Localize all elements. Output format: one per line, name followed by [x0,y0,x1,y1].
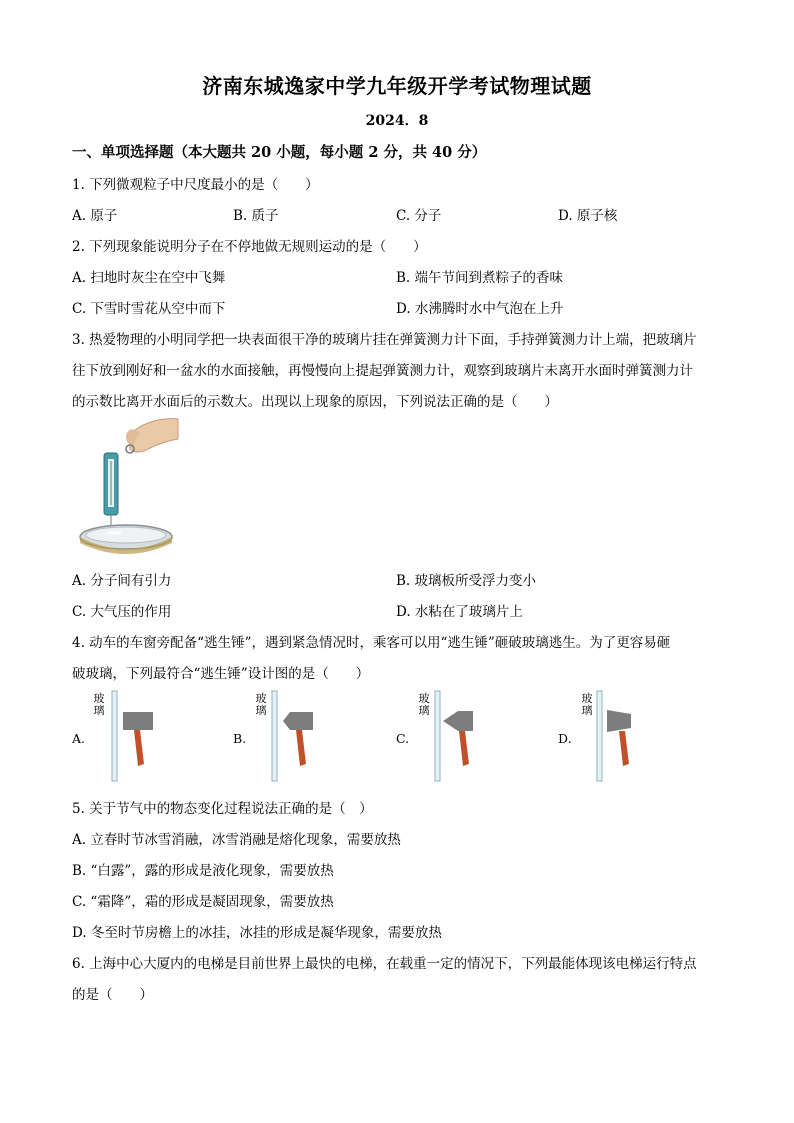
question-1-stem: 1. 下列微观粒子中尺度最小的是（ ） [72,177,319,193]
q3-option-c: C. 大气压的作用 [72,604,172,620]
glass-label-c: 玻璃 [418,692,430,717]
glass-label-b: 玻璃 [255,692,267,717]
hammer-a-diagram [108,690,158,782]
glass-label-d: 玻璃 [581,692,593,717]
q5-option-d: D. 冬至时节房檐上的冰挂，冰挂的形成是凝华现象，需要放热 [72,925,442,941]
question-6-stem-line-1: 6. 上海中心大厦内的电梯是目前世界上最快的电梯，在载重一定的情况下，下列最能体现该电梯运行特点 [72,956,697,972]
hammer-c-diagram [431,690,481,782]
q2-option-a: A. 扫地时灰尘在空中飞舞 [72,270,226,286]
q1-option-c: C. 分子 [396,208,442,224]
question-5-stem: 5. 关于节气中的物态变化过程说法正确的是（ ） [72,801,373,817]
spring-scale-figure [70,415,182,555]
q4-option-b-label: B. [233,731,247,746]
section-heading: 一、单项选择题（本大题共 20 小题，每小题 2 分，共 40 分） [72,144,487,161]
exam-date: 2024．8 [365,113,429,129]
glass-label-a: 玻璃 [93,692,105,717]
q4-option-c-label: C. [396,731,410,746]
q1-option-a: A. 原子 [72,208,118,224]
q4-option-a-label: A. [72,731,86,746]
question-3-stem-line-1: 3. 热爱物理的小明同学把一块表面很干净的玻璃片挂在弹簧测力计下面，手持弹簧测力计上端，把玻璃片 [72,332,697,348]
question-3-stem-line-2: 往下放到刚好和一盆水的水面接触，再慢慢向上提起弹簧测力计，观察到玻璃片未离开水面时弹簧测力计 [72,363,693,379]
question-4-stem-line-1: 4. 动车的车窗旁配备“逃生锤”，遇到紧急情况时，乘客可以用“逃生锤”砸破玻璃逃生。为了更容易砸 [72,635,671,651]
hammer-b-diagram [268,690,318,782]
q3-option-a: A. 分子间有引力 [72,573,172,589]
q3-option-b: B. 玻璃板所受浮力变小 [396,573,537,589]
question-3-stem-line-3: 的示数比离开水面后的示数大。出现以上现象的原因，下列说法正确的是（ ） [72,394,558,410]
hammer-d-diagram [593,690,643,782]
q5-option-b: B. “白露”，露的形成是液化现象，需要放热 [72,863,334,879]
q2-option-b: B. 端午节间到煮粽子的香味 [396,270,564,286]
q5-option-c: C. “霜降”，霜的形成是凝固现象，需要放热 [72,894,334,910]
q2-option-d: D. 水沸腾时水中气泡在上升 [396,301,564,317]
question-6-stem-line-2: 的是（ ） [72,987,153,1003]
q2-option-c: C. 下雪时雪花从空中而下 [72,301,226,317]
q1-option-b: B. 质子 [233,208,279,224]
question-4-stem-line-2: 破玻璃，下列最符合“逃生锤”设计图的是（ ） [72,666,370,682]
page-title: 济南东城逸家中学九年级开学考试物理试题 [202,74,592,98]
q4-option-d-label: D. [558,731,572,746]
q1-option-d: D. 原子核 [558,208,618,224]
q3-option-d: D. 水粘在了玻璃片上 [396,604,523,620]
q5-option-a: A. 立春时节冰雪消融，冰雪消融是熔化现象，需要放热 [72,832,401,848]
question-2-stem: 2. 下列现象能说明分子在不停地做无规则运动的是（ ） [72,239,427,255]
